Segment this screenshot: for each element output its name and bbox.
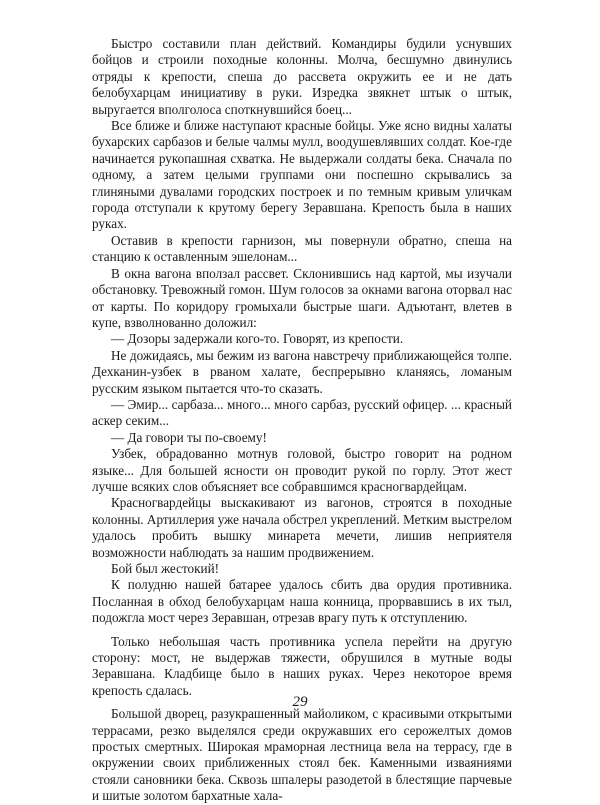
paragraph: В окна вагона вползал рассвет. Склонившись над картой, мы изучали обстановку. Тревожный гомон. Шум голосов за окнами вагона оторвал нас от карты. По коридору громыхали быстрые шаги. Адъютант, влетев в купе, взволнованно доложил: <box>92 265 512 330</box>
body-text <box>92 36 512 805</box>
paragraph: К полудню нашей батарее удалось сбить два орудия противника. Посланная в обход белобухарцам наша конница, прорвавшись в их тыл, подожгла мост через Зеравшан, отрезав врагу путь к отступлению. <box>92 577 512 626</box>
paragraph: Не дожидаясь, мы бежим из вагона навстречу приближающейся толпе. Дехканин-узбек в рваном халате, беспрерывно кланяясь, ломаным русским языком пытается что-то сказать. <box>92 347 512 396</box>
paragraph: — Дозоры задержали кого-то. Говорят, из крепости. <box>111 331 404 347</box>
paragraph: Красногвардейцы выскакивают из вагонов, строятся в походные колонны. Артиллерия уже начала обстрел укреплений. Метким выстрелом удалось пробить вышку минарета мечети, лишив неприятеля возможности наблюдать за нашим продвижением. <box>92 495 512 560</box>
page-number: 29 <box>292 694 308 710</box>
paragraph: Быстро составили план действий. Командиры будили уснувших бойцов и строили походные колонны. Молча, бесшумно двинулись отряды к крепости, спеша до рассвета окружить ее и не дать белобухарцам инициативу в руки. Изредка звякнет штык о штык, выругается вполголоса споткнувшийся боец... <box>92 36 512 117</box>
paragraph: — Эмир... сарбаза... много... много сарбаз, русский офицер. ... красный аскер секим... <box>92 396 512 429</box>
paragraph: Все ближе и ближе наступают красные бойцы. Уже ясно видны халаты бухарских сарбазов и белые чалмы мулл, воодушевлявших солдат. Кое-где начинается рукопашная схватка. Не выдержали солдаты бека. Сначала по одному, а затем целыми группами они поспешно скрывались за глиняными дувалами городских построек и по темным кривым уличкам города отступали к крутому берегу Зеравшана. Крепость была в наших руках. <box>92 118 512 232</box>
paragraph: Только небольшая часть противника успела перейти на другую сторону: мост, не выдержав тяжести, обрушился в мутные воды Зеравшана. Кладбище было в наших руках. Через некоторое время крепость сдалась. <box>92 633 512 698</box>
paragraph: Большой дворец, разукрашенный майоликом, с красивыми открытыми террасами, резко выделялся среди окружавших его серожелтых домов простых смертных. Широкая мраморная лестница вела на террасу, где в окружении своих приближенных стоял бек. Каменными изваяниями стояли сановники бека. Сквозь шпалеры разодетой в блестящие парчевые и шитые золотом бархатные хала- <box>92 706 512 804</box>
paragraph: Узбек, обрадованно мотнув головой, быстро говорит на родном языке... Для большей ясности он проводит рукой по горлу. Этот жест лучше всяких слов объясняет все собравшимся красногвардейцам. <box>92 446 512 494</box>
paragraph: Бой был жестокий! <box>111 561 220 576</box>
paragraph: Оставив в крепости гарнизон, мы повернули обратно, спеша на станцию к оставленным эшелонам... <box>92 232 512 265</box>
paragraph: — Да говори ты по-своему! <box>111 429 267 445</box>
